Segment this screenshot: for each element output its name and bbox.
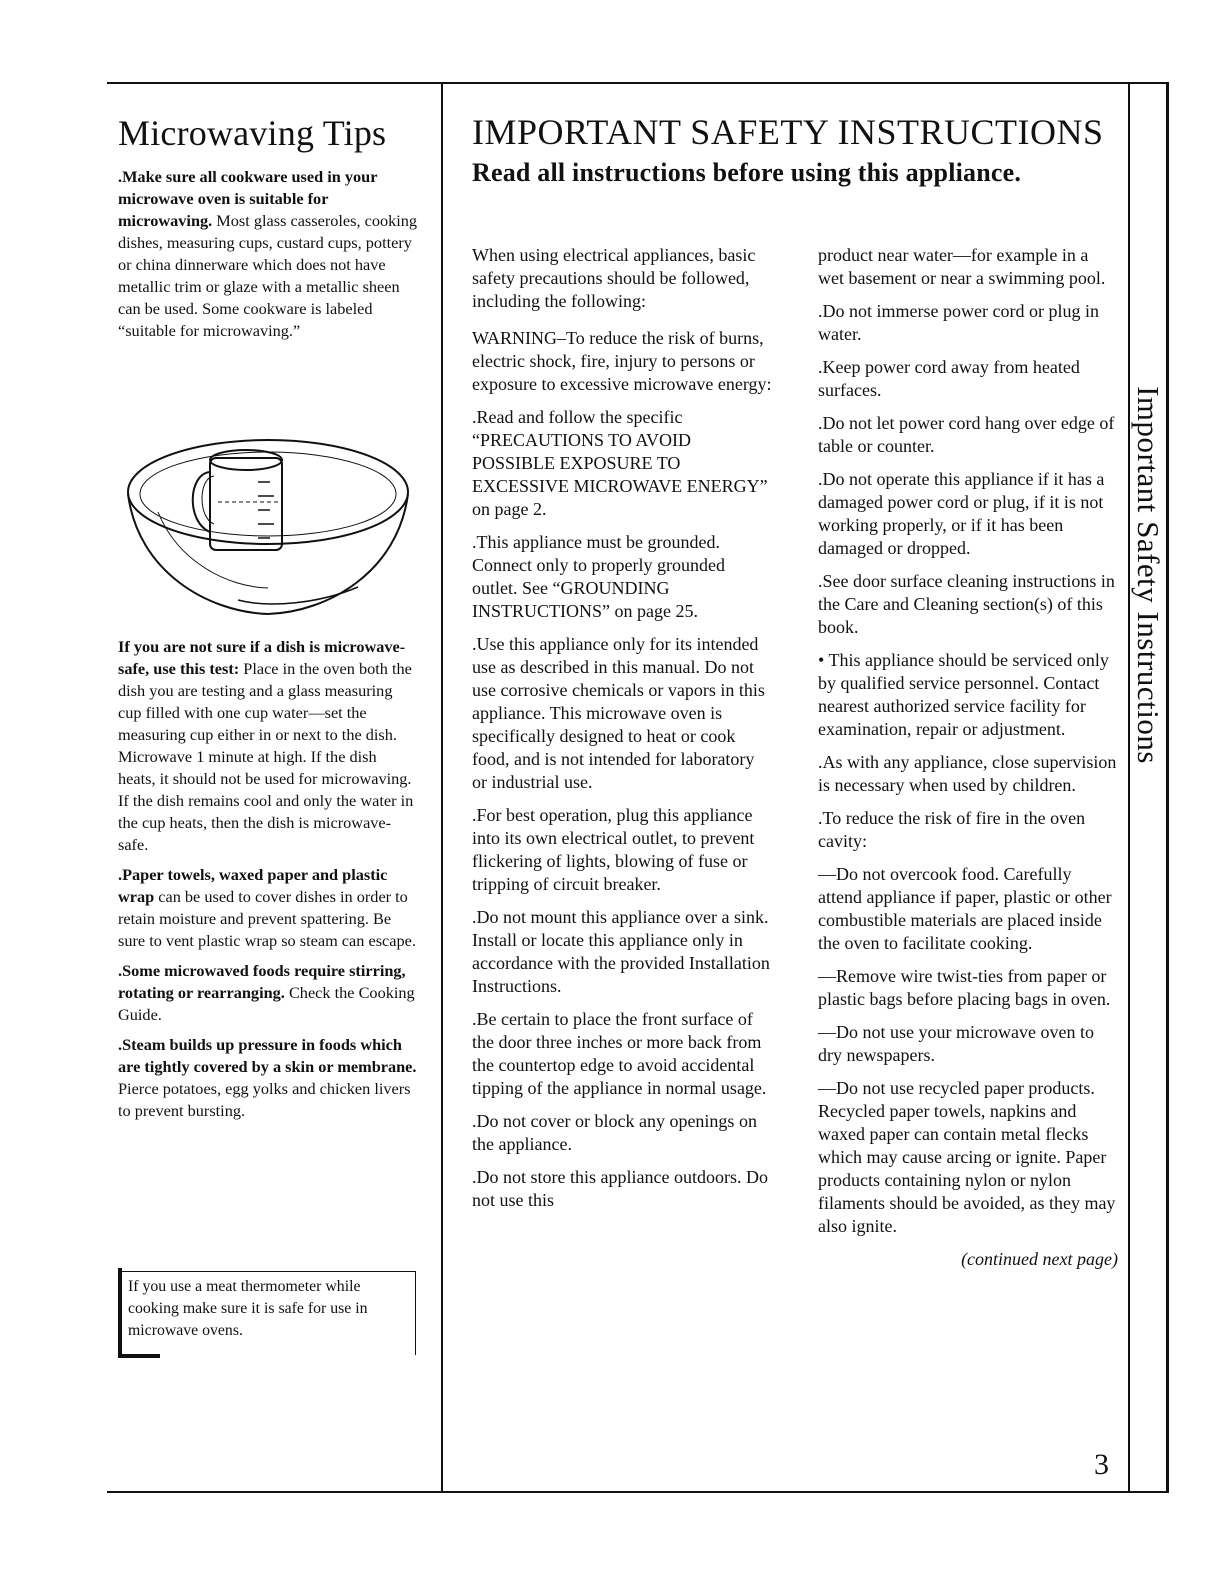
measuring-cup-in-bowl-illustration (118, 412, 418, 624)
safety-item: .To reduce the risk of fire in the oven cavity: (818, 808, 1086, 851)
safety-header (472, 112, 1112, 188)
stirring-paragraph (118, 960, 418, 1026)
column-divider-left (441, 83, 443, 1491)
cookware-paragraph (118, 166, 418, 342)
safety-item: .This appliance must be grounded. Connect only to properly grounded outlet. See “GROUNDING INSTRUCTIONS” on page 25. (472, 532, 725, 621)
thermometer-note (118, 1264, 416, 1356)
safety-item: .Do not cover or block any openings on the appliance. (472, 1111, 757, 1154)
microwaving-tips-section (118, 112, 418, 350)
steam-bold: .Steam builds up pressure in foods which are tightly covered by a skin or membrane. (118, 1035, 417, 1076)
safety-item: —Do not use your microwave oven to dry newspapers. (818, 1022, 1094, 1065)
intro-paragraph: When using electrical appliances, basic safety precautions should be followed, including the following: (472, 245, 756, 311)
side-tab (1130, 120, 1166, 1490)
warning-paragraph: WARNING–To reduce the risk of burns, electric shock, fire, injury to persons or exposure to excessive microwave energy: (472, 328, 772, 394)
page-number: 3 (1094, 1448, 1109, 1481)
note-bracket (118, 1268, 122, 1358)
page-edge-rule (1166, 83, 1169, 1491)
stirring-text: Check the Cooking Guide. (118, 983, 415, 1024)
paper-text: can be used to cover dishes in order to retain moisture and prevent spattering. Be sure to vent plastic wrap so steam can escape. (118, 887, 416, 950)
paper-bold: .Paper towels, waxed paper and plastic wrap (118, 865, 388, 906)
cookware-text: Most glass casseroles, cooking dishes, measuring cups, custard cups, pottery or china dinnerware which does not have metallic trim or glaze with a metallic sheen can be used. Some cookware is labeled “suitable for microwaving.” (118, 211, 418, 340)
paper-paragraph (118, 864, 418, 952)
dish-test-bold: If you are not sure if a dish is microwave-safe, use this test: (118, 637, 406, 678)
top-rule (107, 82, 1169, 84)
safety-column-a (472, 244, 772, 1222)
safety-item: .See door surface cleaning instructions in the Care and Cleaning section(s) of this book. (818, 571, 1115, 637)
safety-item: —Do not overcook food. Carefully attend appliance if paper, plastic or other combustible materials are placed inside the oven to facilitate cooking. (818, 864, 1112, 953)
bottom-rule (107, 1491, 1169, 1493)
safety-item: .Read and follow the specific “PRECAUTIONS TO AVOID POSSIBLE EXPOSURE TO EXCESSIVE MICROWAVE ENERGY” on page 2. (472, 407, 768, 519)
safety-item: .Do not mount this appliance over a sink. Install or locate this appliance only in accordance with the provided Installation Instructions. (472, 907, 770, 996)
dish-test-text: Place in the oven both the dish you are testing and a glass measuring cup filled with one cup water—set the measuring cup either in or next to the dish. Microwave 1 minute at high. If the dish heats, it should not be used for microwaving. If the dish remains cool and only the water in the cup heats, then the dish is microwave-safe. (118, 659, 414, 854)
safety-item: .Keep power cord away from heated surfaces. (818, 357, 1080, 400)
safety-item: .Use this appliance only for its intended use as described in this manual. Do not use corrosive chemicals or vapors in this appliance. This microwave oven is specifically designed to heat or cook food, and is not intended for laboratory or industrial use. (472, 634, 765, 792)
safety-item: .Be certain to place the front surface of the door three inches or more back from the countertop edge to avoid accidental tipping of the appliance in normal usage. (472, 1009, 767, 1098)
safety-item: —Do not use recycled paper products. Recycled paper towels, napkins and waxed paper can contain metal flecks which may cause arcing or ignite. Paper products containing nylon or nylon filaments should be avoided, as they may also ignite. (818, 1078, 1116, 1236)
safety-item: .Do not operate this appliance if it has a damaged power cord or plug, if it is not working properly, or if it has been damaged or dropped. (818, 469, 1105, 558)
safety-item: product near water—for example in a wet basement or near a swimming pool. (818, 245, 1106, 288)
safety-subtitle: Read all instructions before using this appliance. (472, 158, 1022, 187)
thermometer-note-text: If you use a meat thermometer while cooking make sure it is safe for use in microwave ovens. (128, 1278, 368, 1339)
cookware-bold: .Make sure all cookware used in your microwave oven is suitable for microwaving. (118, 167, 378, 230)
stirring-bold: .Some microwaved foods require stirring, rotating or rearranging. (118, 961, 406, 1002)
safety-item: .For best operation, plug this appliance into its own electrical outlet, to prevent flickering of lights, blowing of fuse or tripping of circuit breaker. (472, 805, 755, 894)
safety-item: .Do not let power cord hang over edge of table or counter. (818, 413, 1115, 456)
dish-test-section (118, 636, 418, 1130)
steam-paragraph (118, 1034, 418, 1122)
microwaving-tips-title: Microwaving Tips (118, 113, 387, 153)
side-tab-title: Important Safety Instructions (1131, 386, 1166, 764)
safety-column-b (818, 244, 1118, 1281)
dish-test-paragraph (118, 636, 418, 856)
safety-item: .Do not store this appliance outdoors. Do not use this (472, 1167, 768, 1210)
safety-item: —Remove wire twist-ties from paper or plastic bags before placing bags in oven. (818, 966, 1111, 1009)
steam-text: Pierce potatoes, egg yolks and chicken livers to prevent bursting. (118, 1079, 411, 1120)
continued-note: (continued next page) (961, 1249, 1118, 1269)
safety-item: .As with any appliance, close supervision is necessary when used by children. (818, 752, 1117, 795)
safety-title: IMPORTANT SAFETY INSTRUCTIONS (472, 112, 1104, 152)
safety-item: • This appliance should be serviced only by qualified service personnel. Contact nearest authorized service facility for examination, repair or adjustment. (818, 650, 1109, 739)
safety-item: .Do not immerse power cord or plug in water. (818, 301, 1099, 344)
